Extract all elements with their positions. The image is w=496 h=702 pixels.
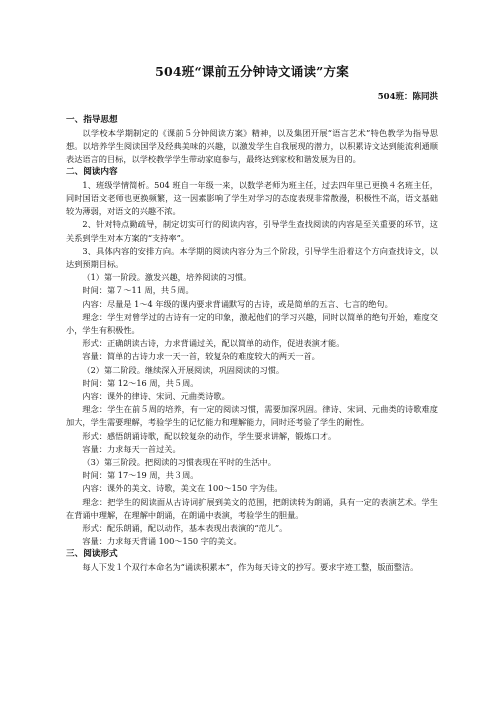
section-heading: 三、阅读形式	[66, 549, 118, 560]
paragraph: 时间：第７～11 周，共５周。	[82, 285, 194, 296]
section-heading: 一、指导思想	[66, 115, 118, 125]
section-reading-form	[66, 548, 438, 574]
paragraph: 形式：配乐朗诵，配以动作，基本表现出表演的“范儿”。	[82, 523, 288, 534]
paragraph: 容量：简单的古诗力求一天一首，较复杂的难度较大的两天一首。	[82, 351, 320, 362]
section-guiding-ideology	[66, 114, 438, 166]
paragraph: （2）第二阶段。继续深入开展阅读，巩固阅读的习惯。	[82, 364, 285, 375]
paragraph: 容量：力求每天背诵 100～150 字的美文。	[82, 536, 242, 547]
paragraph: 形式：正确朗读古诗，力求背诵过关，配以简单的动作，促进表演才能。	[82, 338, 345, 349]
paragraph: 形式：感悟朗诵诗歌，配以较复杂的动作，学生要求讲解，锻炼口才。	[82, 430, 337, 441]
paragraph: （1）第一阶段。激发兴趣，培养阅读的习惯。	[82, 272, 252, 283]
paragraph: 内容：课外的美文、诗歌，美文在 100～150 字为佳。	[82, 483, 283, 494]
paragraph: 容量：力求每天一首过关。	[82, 443, 181, 454]
paragraph: 理念：学生在前５周的培养，有一定的阅读习惯，需要加深巩固。律诗、宋词、元曲类的诗歌难度加大，学生需要理解，考验学生的记忆能力和理解能力，同时还考验了学生的耐性。	[66, 404, 438, 428]
paragraph: 1、班级学情简析。504 班自一年级一来，以数学老师为班主任，过去四年里已更换４名班主任，同时国语文老师也更换频繁，这一因素影响了学生对学习的态度表现非常散漫，积极性不高，语文基础较为薄弱，对语文的兴趣不浓。	[66, 179, 438, 217]
section-heading: 二、阅读内容	[66, 167, 118, 178]
paragraph: 以学校本学期制定的《课前５分钟阅读方案》精神，以及集团开展“语言艺术”特色教学为指导思想。以培养学生阅读国学及经典美味的兴趣，以激发学生自我展现的潜力，以积累诗文达到能流利通顺表达语言的目标，以学校教学学生带动家庭参与，最终达到家校和谐发展为目的。	[66, 127, 438, 164]
paragraph: （3）第三阶段。把阅读的习惯表现在平时的生活中。	[82, 457, 276, 468]
paragraph: 理念：把学生的阅读面从古诗词扩展到美文的范围，把朗读转为朗诵，具有一定的表演艺术。学生在背诵中理解，在理解中朗诵，在朗诵中表演，考验学生的胆量。	[66, 496, 438, 520]
paragraph: 时间：第 12～16 周，共５周。	[82, 377, 199, 388]
paragraph: 2、针对特点勤疏导，制定切实可行的阅读内容，引导学生查找阅读的内容是至关重要的环节，这关系到学生对本方案的“支持率”。	[66, 219, 438, 243]
paragraph: 3、具体内容的安排方向。本学期的阅读内容分为三个阶段，引导学生沿着这个方向查找诗文，以达到预期目标。	[66, 245, 438, 270]
paragraph: 理念：学生对曾学过的古诗有一定的印象，激起他们的学习兴趣，同时以简单的绝句开始，难度交小，学生有积极性。	[66, 311, 438, 336]
paragraph: 内容：课外的律诗、宋词、元曲类诗歌。	[82, 391, 230, 402]
document-title: 504班“课前五分钟诗文诵读”方案	[155, 64, 349, 79]
paragraph: 时间：第 17～19 周，共３周。	[82, 470, 199, 481]
document-author: 504班：陈同洪	[377, 92, 438, 102]
paragraph: 每人下发１个双行本命名为“诵读积累本”，作为每天诗文的抄写。要求字迹工整，版面整洁。	[82, 562, 419, 573]
section-reading-content	[66, 166, 438, 548]
paragraph: 内容：尽量是 1～4 年级的课内要求背诵默写的古诗，或是简单的五言、七言的绝句。	[82, 298, 393, 309]
